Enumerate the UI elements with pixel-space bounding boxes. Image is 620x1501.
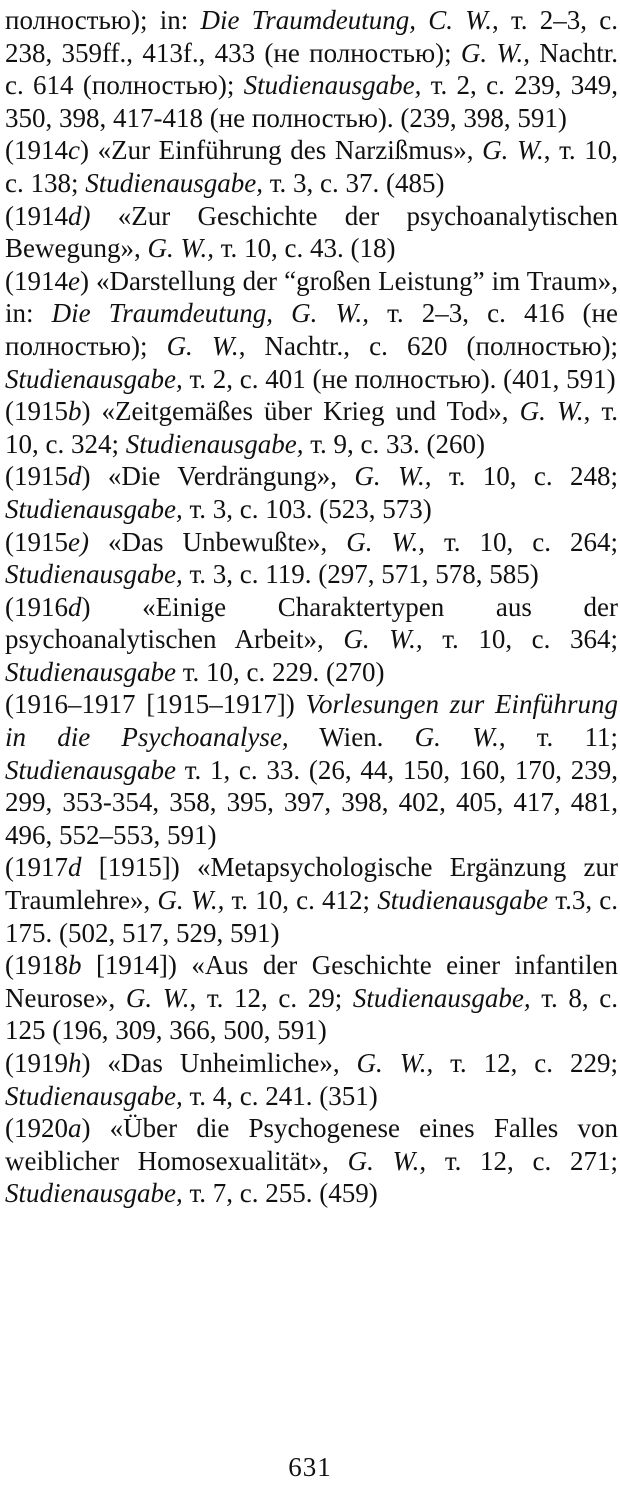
entry-text-segment: т. 3, с. 103. (523, 573): [182, 493, 432, 524]
entry-text-segment: ) «Das Unheimliche»,: [81, 1048, 357, 1078]
entry-italic-segment: d: [68, 591, 82, 622]
entry-text-segment: (1918: [5, 950, 68, 981]
entry-italic-segment: Die Traumdeutung, G. W.,: [51, 298, 369, 329]
entry-text-segment: (1920: [5, 1113, 68, 1144]
bibliography-entry: [5, 395, 618, 460]
entry-text-segment: т. 10, с. 43. (18): [214, 233, 396, 264]
bibliography-entry: [5, 526, 618, 591]
entry-text-segment: ) «Zeitgemäßes über Krieg und Tod»,: [81, 396, 520, 427]
entry-text-segment: [1914]) «Aus der Geschichte einer infantilen Neurose»,: [5, 950, 618, 1013]
entry-text-segment: (1919: [5, 1048, 68, 1078]
entry-text-segment: , т. 2–3, с. 238, 359ff., 413f., 433 (не полностью);: [5, 5, 618, 68]
entry-text-segment: т. 12, с. 229;: [433, 1048, 618, 1078]
entry-italic-segment: d): [68, 200, 91, 231]
entry-text-segment: т. 10, с. 248;: [431, 461, 618, 492]
entry-italic-segment: Studienausgabe,: [5, 559, 183, 590]
bibliography-entry: [5, 851, 618, 949]
entry-text-segment: т. 10, с. 364;: [422, 624, 618, 655]
entry-text-segment: т. 4, с. 241. (351): [182, 1080, 378, 1111]
entry-text-segment: , т. 10, с. 324;: [5, 396, 618, 459]
entry-text-segment: , т. 12, с. 271;: [419, 1145, 618, 1176]
entry-italic-segment: G. W.,: [147, 233, 214, 264]
entry-text-segment: (1915: [5, 396, 68, 427]
entry-text-segment: т. 3, с. 37. (485): [262, 167, 445, 198]
entry-italic-segment: h: [68, 1048, 82, 1078]
entry-italic-segment: G. W.: [482, 135, 544, 166]
entry-italic-segment: Studienausgabe,: [5, 363, 183, 394]
entry-italic-segment: Vorlesungen zur Einführung in die Psychoanalyse,: [5, 689, 618, 753]
bibliography-entry: [5, 4, 618, 134]
entry-italic-segment: Studienausgabe,: [85, 167, 263, 198]
bibliography-entry: [5, 134, 618, 199]
entry-italic-segment: Studienausgabe: [5, 754, 176, 785]
entry-text-segment: т. 2–3, с. 416 (не полностью);: [5, 298, 618, 361]
entry-text-segment: полностью); in:: [5, 5, 201, 35]
entry-text-segment: т. 10, с. 264;: [424, 526, 618, 557]
entry-italic-segment: b: [68, 396, 82, 427]
entry-italic-segment: b: [68, 950, 82, 981]
entry-text-segment: «Das Unbewußte»,: [88, 526, 347, 557]
entry-text-segment: (1917: [5, 852, 68, 883]
entry-text-segment: (1916: [5, 591, 68, 622]
page-number: 631: [288, 1452, 332, 1482]
entry-text-segment: т. 1, с. 33. (26, 44, 150, 160, 170, 239, 299, 353-354, 358, 395, 397, 398, 402, 405, 417, 481, 496, 552–553, 591): [5, 754, 618, 850]
entry-text-segment: ) «Über die Psychogenese eines Falles von weiblicher Homosexualität»,: [5, 1113, 618, 1176]
entry-italic-segment: G. W.: [347, 1145, 420, 1176]
entry-italic-segment: G. W.,: [343, 624, 423, 655]
entry-italic-segment: Studienausgabe,: [5, 1178, 183, 1209]
entry-italic-segment: c: [68, 135, 80, 166]
entry-text-segment: т. 10, с. 229. (270): [175, 656, 385, 687]
entry-text-segment: (1916–1917 [1915–1917]): [5, 689, 306, 720]
entry-italic-segment: Studienausgabe: [377, 885, 549, 916]
entry-italic-segment: e): [68, 526, 89, 557]
entry-text-segment: , т. 10, с. 138;: [5, 135, 618, 198]
entry-italic-segment: G. W.: [414, 722, 499, 753]
bibliography-entry: [5, 460, 618, 525]
entry-text-segment: Wien.: [288, 722, 415, 753]
entry-text-segment: (1915: [5, 461, 68, 492]
bibliography-entry: [5, 1112, 618, 1210]
bibliography-entry: [5, 1047, 618, 1112]
bibliography-entry: [5, 200, 618, 265]
entry-italic-segment: Studienausgabe,: [243, 70, 422, 101]
entry-text-segment: ) «Einige Charaktertypen aus der psychoanalytischen Arbeit»,: [5, 591, 618, 655]
entry-text-segment: (1914: [5, 200, 68, 231]
entry-italic-segment: G. W.: [125, 982, 190, 1013]
entry-text-segment: , т. 12, с. 29;: [189, 982, 353, 1013]
bibliography-entry: [5, 949, 618, 1047]
entry-italic-segment: Studienausgabe,: [125, 428, 304, 459]
entry-text-segment: т. 2, с. 401 (не полностью). (401, 591): [182, 363, 616, 394]
entry-text-segment: (1915: [5, 526, 68, 557]
entry-italic-segment: e: [68, 265, 80, 296]
entry-italic-segment: Studienausgabe,: [352, 982, 531, 1013]
entry-italic-segment: Studienausgabe,: [5, 493, 183, 524]
entry-italic-segment: G. W.,: [346, 526, 425, 557]
entry-italic-segment: Studienausgabe: [5, 656, 176, 687]
entry-text-segment: т. 2, с. 239, 349, 350, 398, 417-418 (не полностью). (239, 398, 591): [5, 70, 618, 133]
entry-text-segment: т.3, с. 175. (502, 517, 529, 591): [5, 885, 619, 948]
entry-italic-segment: G. W.,: [354, 461, 432, 492]
entry-text-segment: «Zur Geschichte der psychoanalytischen Bewegung»,: [5, 200, 618, 264]
entry-text-segment: , т. 11;: [498, 722, 619, 753]
entry-italic-segment: G. W.: [519, 396, 584, 427]
entry-italic-segment: d: [68, 461, 82, 492]
entry-italic-segment: a: [68, 1113, 82, 1144]
entry-text-segment: [1915]) «Metapsychologische Ergänzung zur Traumlehre»,: [5, 852, 618, 916]
entry-text-segment: т. 7, с. 255. (459): [182, 1178, 378, 1209]
entry-text-segment: (1914: [5, 135, 68, 166]
entry-text-segment: т. 3, с. 119. (297, 571, 578, 585): [182, 559, 539, 590]
entry-italic-segment: G. W.,: [157, 885, 225, 916]
bibliography-entry: [5, 265, 618, 395]
entry-text-segment: ) «Die Verdrängung»,: [81, 461, 355, 492]
entry-italic-segment: Die Traumdeutung, C. W.: [200, 5, 492, 35]
entry-text-segment: , Nachtr., с. 620 (полностью);: [238, 330, 618, 361]
entry-italic-segment: G. W.: [166, 330, 239, 361]
entry-text-segment: (1914: [5, 265, 68, 296]
entry-text-segment: т. 9, с. 33. (260): [303, 428, 485, 459]
entry-italic-segment: G. W.,: [460, 37, 530, 68]
entry-italic-segment: d: [68, 852, 82, 883]
entry-italic-segment: Studienausgabe,: [5, 1080, 183, 1111]
entry-text-segment: ) «Darstellung der “großen Leistung” im Traum», in:: [5, 265, 618, 329]
entry-text-segment: ) «Zur Einführung des Narzißmus»,: [79, 135, 483, 166]
entry-text-segment: Nachtr. с. 614 (полностью);: [5, 37, 618, 101]
bibliography-entry: [5, 591, 618, 689]
entry-italic-segment: G. W.,: [356, 1048, 434, 1078]
entry-text-segment: т. 8, с. 125 (196, 309, 366, 500, 591): [5, 982, 618, 1046]
bibliography-text: [5, 4, 618, 1210]
entry-text-segment: т. 10, с. 412;: [224, 885, 378, 916]
bibliography-entry: [5, 688, 618, 851]
